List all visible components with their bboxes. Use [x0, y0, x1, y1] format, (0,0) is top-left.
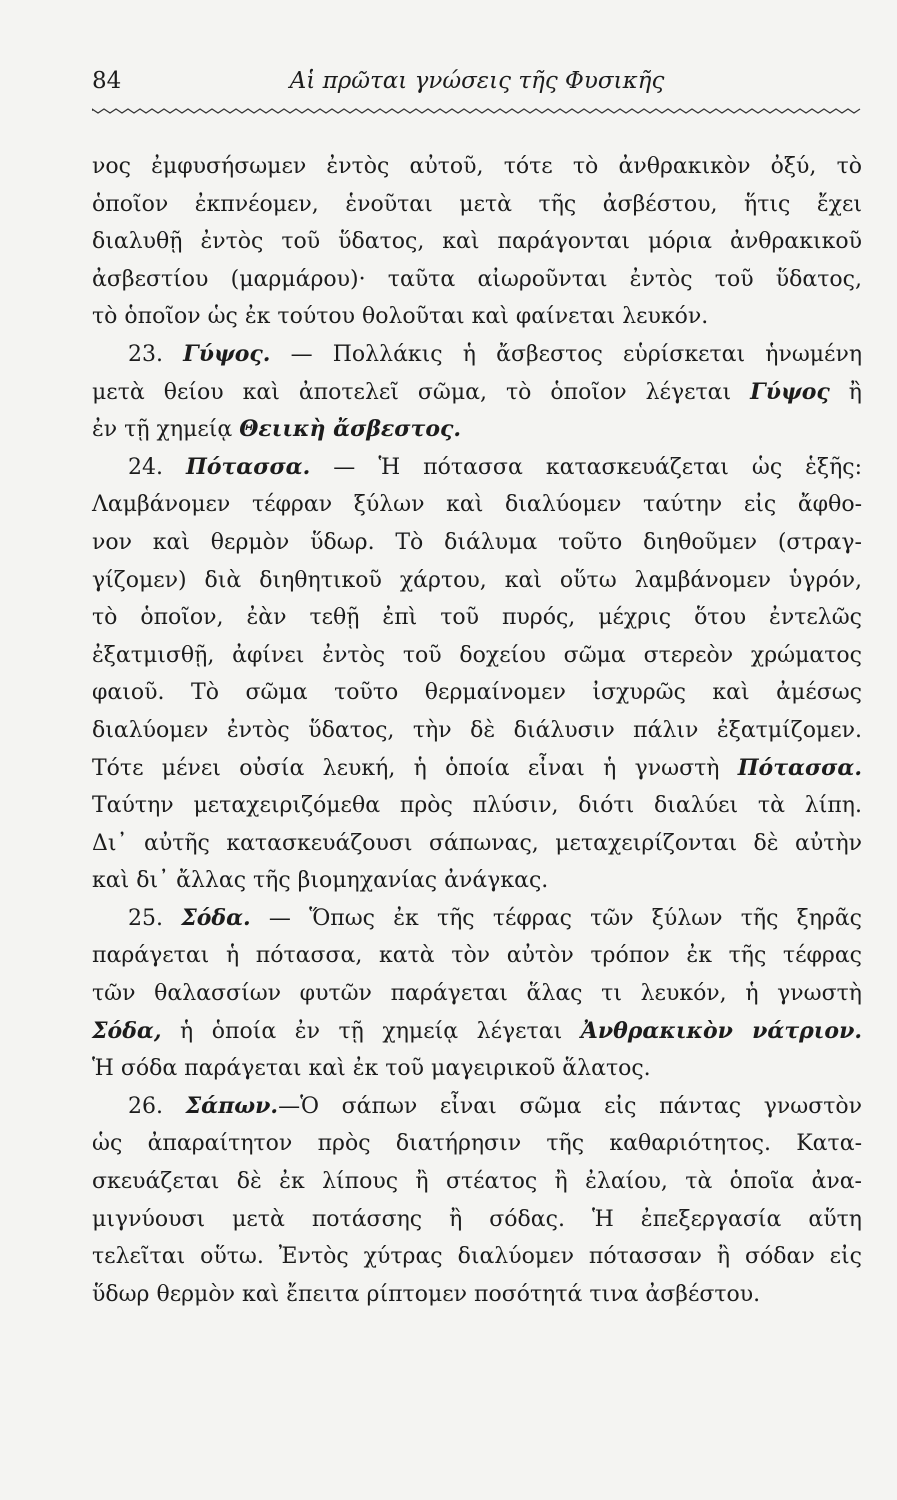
text-segment: φαιοῦ. Τὸ σῶμα τοῦτο θερμαίνομεν ἰσχυρῶς καὶ ἀμέσως	[92, 680, 862, 706]
text-line	[92, 787, 862, 825]
bold-term: Θειικὴ ἄσβεστος.	[239, 416, 462, 443]
book-page	[92, 68, 863, 1307]
text-line	[92, 937, 862, 975]
text-segment: μετὰ θείου καὶ ἀποτελεῖ σῶμα, τὸ ὁποῖον λέγεται	[92, 379, 751, 405]
bold-term: Σόδα,	[92, 1017, 162, 1044]
page-number: 84	[92, 68, 122, 94]
text-line	[92, 524, 862, 562]
text-segment: τὸ ὁποῖον, ἐὰν τεθῇ ἐπὶ τοῦ πυρός, μέχρις ὅτου ἐντελῶς	[92, 605, 862, 631]
text-segment: 23.	[128, 341, 184, 367]
text-segment: ἐξατμισθῇ, ἀφίνει ἐντὸς τοῦ δοχείου σῶμα στερεὸν χρώματος	[92, 642, 862, 668]
text-segment: νον καὶ θερμὸν ὕδωρ. Τὸ διάλυμα τοῦτο διηθοῦμεν (στραγ-	[92, 529, 862, 555]
text-line	[92, 674, 862, 712]
text-line	[92, 1238, 862, 1276]
text-segment: μιγνύουσι μετὰ ποτάσσης ἢ σόδας. Ἡ ἐπεξεργασία αὕτη	[92, 1206, 862, 1232]
text-segment: ἐν τῇ χημείᾳ	[92, 417, 240, 443]
text-segment: 26.	[128, 1093, 186, 1119]
text-segment: διαλυθῇ ἐντὸς τοῦ ὕδατος, καὶ παράγονται μόρια ἀνθρακικοῦ	[92, 229, 862, 255]
text-segment: νος ἐμφυσήσωμεν ἐντὸς αὐτοῦ, τότε τὸ ἀνθρακικὸν ὀξύ, τὸ	[92, 154, 862, 179]
text-segment: ὕδωρ θερμὸν καὶ ἔπειτα ρίπτομεν ποσότητά τινα ἀσβέστου.	[92, 1281, 761, 1307]
text-segment: τελεῖται οὕτω. Ἐντὸς χύτρας διαλύομεν πότασσαν ἢ σόδαν εἰς	[92, 1244, 862, 1270]
text-segment: σκευάζεται δὲ ἐκ λίπους ἢ στέατος ἢ ἐλαίου, τὰ ὁποῖα ἀνα-	[92, 1169, 862, 1195]
text-line	[92, 1050, 862, 1088]
text-segment: παράγεται ἡ πότασσα, κατὰ τὸν αὐτὸν τρόπον ἐκ τῆς τέφρας	[92, 943, 862, 969]
text-segment: ἀσβεστίου (μαρμάρου)· ταῦτα αἰωροῦνται ἐντὸς τοῦ ὕδατος,	[92, 266, 862, 292]
text-line	[92, 862, 862, 900]
text-segment: καὶ δι᾽ ἄλλας τῆς βιομηχανίας ἀνάγκας.	[92, 868, 549, 894]
text-segment: Ταύτην μεταχειριζόμεθα πρὸς πλύσιν, διότι διαλύει τὰ λίπη.	[92, 793, 862, 819]
bold-term: Γύψος.	[183, 340, 271, 367]
text-line	[92, 1276, 862, 1314]
text-segment: Δι᾽ αὐτῆς κατασκευάζουσι σάπωνας, μεταχειρίζονται δὲ αὐτὴν	[92, 830, 862, 856]
text-line	[92, 1013, 862, 1051]
text-segment: — Ὅπως ἐκ τῆς τέφρας τῶν ξύλων τῆς ξηρᾶς	[250, 905, 862, 931]
text-line	[92, 336, 862, 374]
text-segment: τὸ ὁποῖον ὡς ἐκ τούτου θολοῦται καὶ φαίνεται λευκόν.	[92, 304, 709, 330]
text-line	[92, 411, 862, 449]
text-segment: διαλύομεν ἐντὸς ὕδατος, τὴν δὲ διάλυσιν πάλιν ἐξατμίζομεν.	[92, 717, 862, 743]
text-segment: 25.	[128, 905, 182, 931]
text-segment: Τότε μένει οὐσία λευκή, ἡ ὁποία εἶναι ἡ γνωστὴ	[92, 755, 738, 781]
text-segment: —Ὁ σάπων εἶναι σῶμα εἰς πάντας γνωστὸν	[278, 1093, 862, 1119]
text-segment: ἢ	[829, 379, 862, 405]
text-line	[92, 186, 862, 224]
text-segment: ὁποῖον ἐκπνέομεν, ἑνοῦται μετὰ τῆς ἀσβέστου, ἥτις ἔχει	[92, 191, 862, 217]
text-line	[92, 1088, 862, 1126]
bold-term: Πότασσα.	[186, 453, 311, 480]
running-title: Αἱ πρῶται γνώσεις τῆς Φυσικῆς	[289, 68, 665, 94]
text-line	[92, 449, 862, 487]
text-line	[92, 223, 862, 261]
text-segment: ἡ ὁποία ἐν τῇ χημείᾳ λέγεται	[161, 1018, 581, 1044]
text-line	[92, 637, 862, 675]
header-wavy-rule	[92, 106, 862, 116]
text-line	[92, 562, 862, 600]
text-line	[92, 486, 862, 524]
bold-term: Σόδα.	[181, 904, 251, 931]
text-line	[92, 374, 862, 412]
bold-term: Πότασσα.	[737, 754, 862, 781]
text-line	[92, 1201, 862, 1239]
text-line	[92, 148, 862, 186]
text-line	[92, 1125, 862, 1163]
text-segment: Λαμβάνομεν τέφραν ξύλων καὶ διαλύομεν ταύτην εἰς ἄφθο-	[92, 492, 862, 518]
text-line	[92, 261, 862, 299]
text-segment: Ἡ σόδα παράγεται καὶ ἐκ τοῦ μαγειρικοῦ ἅλατος.	[92, 1056, 651, 1082]
bold-term: Γύψος	[750, 378, 830, 405]
text-segment: — Πολλάκις ἡ ἄσβεστος εὑρίσκεται ἡνωμένη	[270, 341, 863, 367]
text-line	[92, 900, 862, 938]
text-segment: 24.	[128, 454, 187, 480]
page-header	[92, 68, 862, 104]
text-line	[92, 298, 862, 336]
text-line	[92, 975, 862, 1013]
bold-term: Σάπων.	[185, 1092, 279, 1119]
text-line	[92, 599, 862, 637]
text-line	[92, 1163, 862, 1201]
text-line	[92, 825, 862, 863]
bold-term: Ἀνθρακικὸν νάτριον.	[580, 1017, 862, 1044]
text-segment: γίζομεν) διὰ διηθητικοῦ χάρτου, καὶ οὕτω λαμβάνομεν ὑγρόν,	[92, 567, 862, 593]
text-segment: — Ἡ πότασσα κατασκευάζεται ὡς ἑξῆς:	[310, 454, 863, 480]
text-segment: τῶν θαλασσίων φυτῶν παράγεται ἅλας τι λευκόν, ἡ γνωστὴ	[92, 981, 862, 1007]
body-text	[92, 148, 862, 1313]
text-line	[92, 712, 862, 750]
text-segment: ὡς ἀπαραίτητον πρὸς διατήρησιν τῆς καθαριότητος. Κατα-	[92, 1131, 862, 1157]
text-line	[92, 750, 862, 788]
